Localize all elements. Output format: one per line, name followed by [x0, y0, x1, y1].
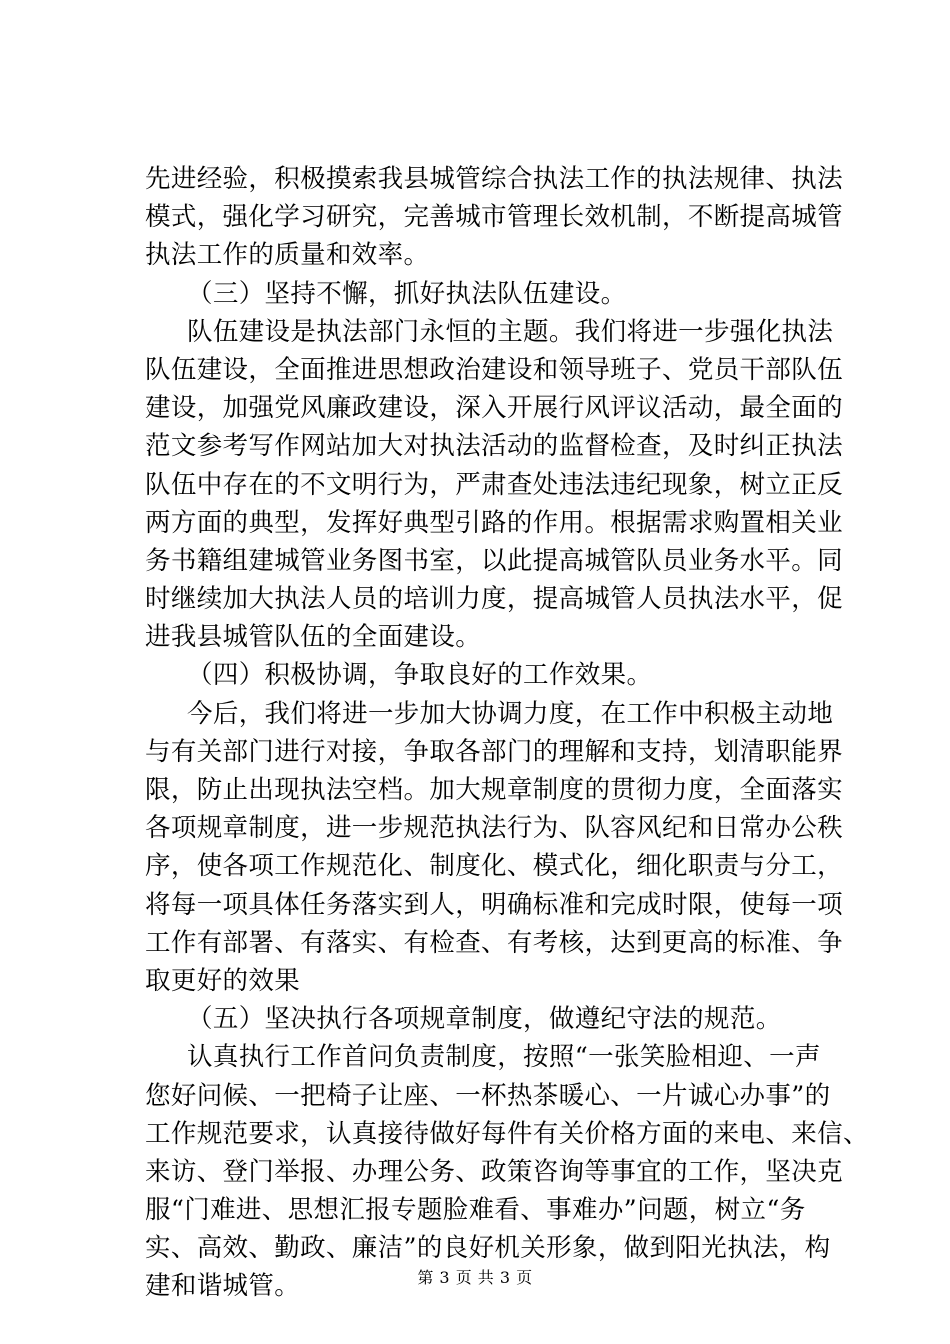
text-line: 您好问候、一把椅子让座、一杯热茶暖心、一片诚心办事”的 — [145, 1080, 831, 1111]
text-line: 队伍中存在的不文明行为，严肃查处违法违纪现象，树立正反 — [145, 469, 843, 500]
text-line: 建设，加强党风廉政建设，深入开展行风评议活动，最全面的 — [145, 393, 843, 424]
text-line: 范文参考写作网站加大对执法活动的监督检查，及时纠正执法 — [145, 431, 843, 462]
text-line: 两方面的典型，发挥好典型引路的作用。根据需求购置相关业 — [145, 507, 843, 538]
text-line: 实、高效、勤政、廉洁”的良好机关形象，做到阳光执法，构 — [145, 1233, 831, 1264]
text-line: （三）坚持不懈，抓好执法队伍建设。 — [187, 278, 627, 309]
text-line: 队伍建设是执法部门永恒的主题。我们将进一步强化执法 — [187, 316, 834, 347]
page-footer: 第 3 页 共 3 页 — [417, 1268, 533, 1287]
text-line: 各项规章制度，进一步规范执法行为、队容风纪和日常办公秩 — [145, 813, 843, 844]
text-line: 服“门难进、思想汇报专题脸难看、事难办”问题，树立“务 — [145, 1195, 806, 1226]
text-line: 今后，我们将进一步加大协调力度，在工作中积极主动地 — [187, 698, 834, 729]
text-line: 工作规范要求，认真接待做好每件有关价格方面的来电、来信、 — [145, 1118, 869, 1149]
text-line: 队伍建设，全面推进思想政治建设和领导班子、党员干部队伍 — [145, 354, 843, 385]
text-line: 先进经验，积极摸索我县城管综合执法工作的执法规律、执法 — [145, 164, 843, 194]
text-line: 执法工作的质量和效率。 — [145, 240, 430, 271]
text-line: （四）积极协调，争取良好的工作效果。 — [187, 660, 653, 691]
document-body — [145, 160, 869, 1306]
text-line: （五）坚决执行各项规章制度，做遵纪守法的规范。 — [187, 1004, 782, 1035]
text-line: 进我县城管队伍的全面建设。 — [145, 622, 482, 653]
text-line: 将每一项具体任务落实到人，明确标准和完成时限，使每一项 — [145, 889, 843, 920]
text-line: 限，防止出现执法空档。加大规章制度的贯彻力度，全面落实 — [145, 775, 843, 805]
text-line: 与有关部门进行对接，争取各部门的理解和支持，划清职能界 — [145, 736, 843, 767]
text-line: 认真执行工作首问负责制度，按照“一张笑脸相迎、一声 — [187, 1042, 821, 1073]
text-line: 时继续加大执法人员的培训力度，提高城管人员执法水平，促 — [145, 584, 843, 615]
text-line: 建和谐城管。 — [145, 1271, 301, 1302]
text-line: 工作有部署、有落实、有检查、有考核，达到更高的标准、争 — [145, 927, 843, 958]
text-line: 取更好的效果 — [145, 965, 301, 996]
text-line: 序，使各项工作规范化、制度化、模式化，细化职责与分工， — [145, 851, 843, 882]
text-line: 模式，强化学习研究，完善城市管理长效机制，不断提高城管 — [145, 202, 843, 233]
text-line: 务书籍组建城管业务图书室，以此提高城管队员业务水平。同 — [145, 545, 843, 576]
text-line: 来访、登门举报、办理公务、政策咨询等事宜的工作，坚决克 — [145, 1156, 843, 1187]
